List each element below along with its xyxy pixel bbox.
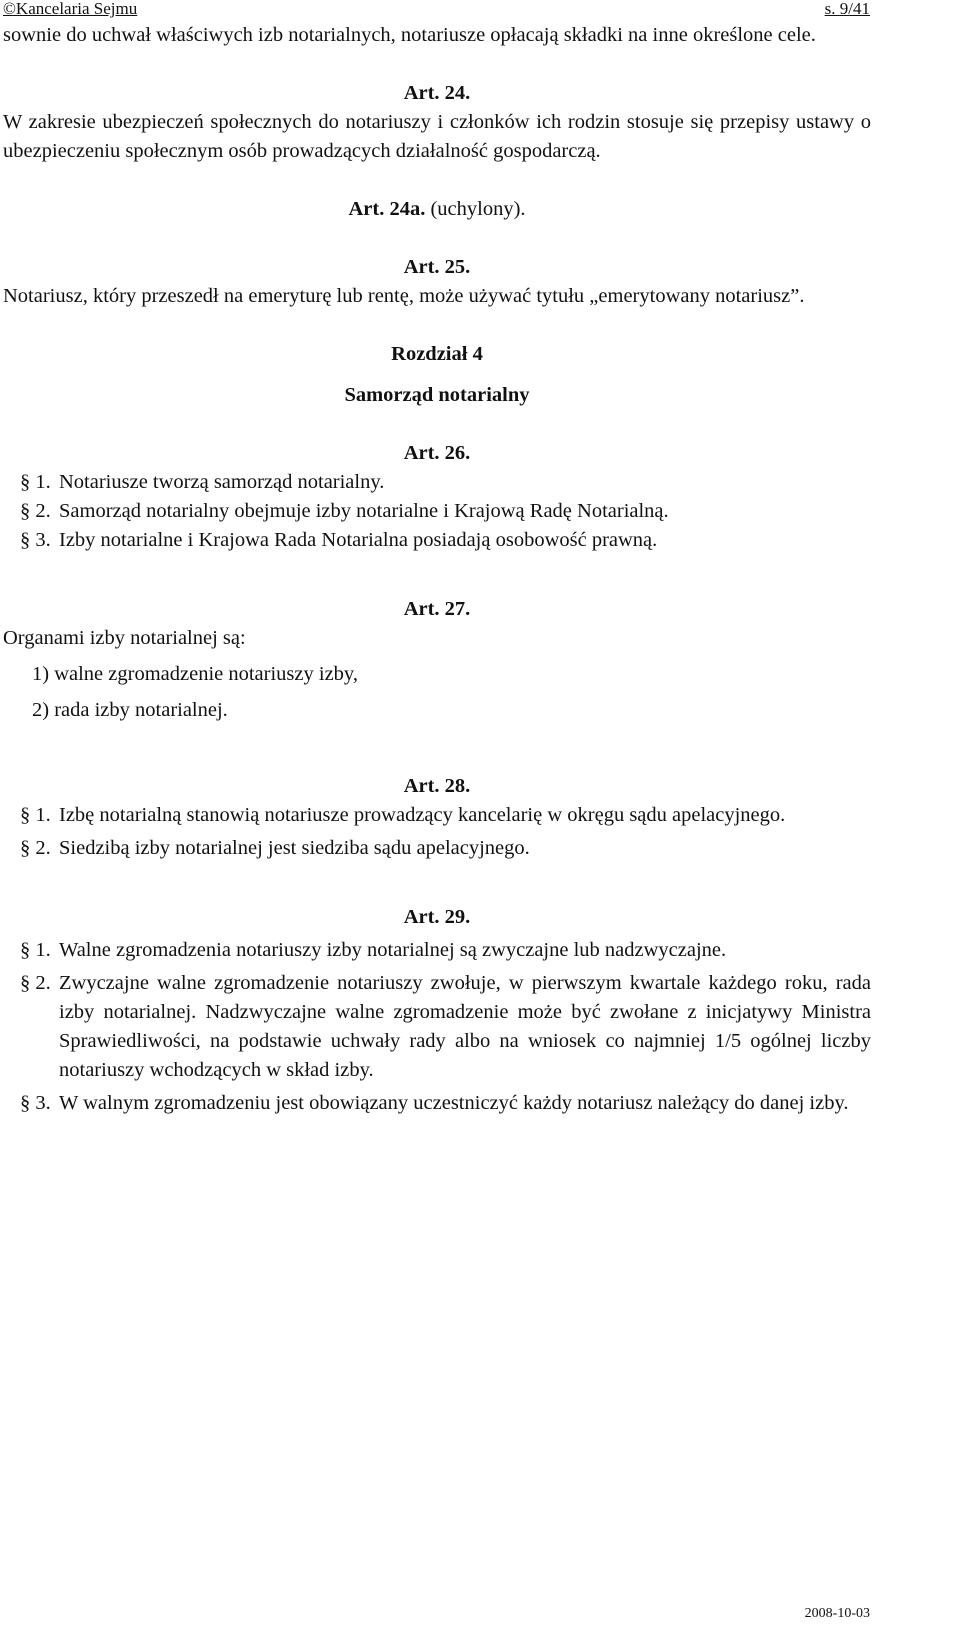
article-25-heading: Art. 25. bbox=[403, 256, 471, 278]
article-24a-heading: Art. 24a. (uchylony). bbox=[348, 198, 526, 220]
article-26-heading: Art. 26. bbox=[403, 442, 471, 464]
article-29-section-1: § 1. Walne zgromadzenia notariuszy izby notarialnej są zwyczajne lub nadzwyczajne. bbox=[20, 939, 727, 961]
article-29-section-2: § 2. Zwyczajne walne zgromadzenie notariuszy zwołuje, w pierwszym kwartale każdego roku, rada izby notarialnej. Nadzwyczajne walne zgromadzenie może być zwołane z inicjatywy Ministra Sprawiedliwości, na podstawie uchwały rady albo na wniosek co najmniej 1/5 ogólnej liczby notariuszy wchodzących w skład izby. bbox=[20, 972, 871, 1081]
article-24a-text: (uchylony). bbox=[425, 198, 526, 220]
article-27-item-2: 2) rada izby notarialnej. bbox=[32, 699, 228, 721]
footer-date: 2008-10-03 bbox=[804, 1606, 870, 1621]
header-source: ©Kancelaria Sejmu bbox=[3, 0, 138, 18]
article-27-item-1: 1) walne zgromadzenie notariuszy izby, bbox=[32, 663, 358, 685]
article-27-heading: Art. 27. bbox=[403, 598, 471, 620]
page-header bbox=[0, 0, 960, 20]
chapter-number: Rozdział 4 bbox=[391, 343, 483, 365]
article-24-heading: Art. 24. bbox=[403, 82, 471, 104]
article-26-section-3: § 3. Izby notarialne i Krajowa Rada Notarialna posiadają osobowość prawną. bbox=[20, 529, 658, 551]
article-28-section-1: § 1. Izbę notarialną stanowią notariusze prowadzący kancelarię w okręgu sądu apelacyjnego. bbox=[20, 804, 786, 826]
article-26-section-1: § 1. Notariusze tworzą samorząd notarialny. bbox=[20, 471, 385, 493]
article-27-intro: Organami izby notarialnej są: bbox=[3, 627, 246, 649]
article-26-section-2: § 2. Samorząd notarialny obejmuje izby notarialne i Krajową Radę Notarialną. bbox=[20, 500, 669, 522]
article-28-section-2: § 2. Siedzibą izby notarialnej jest siedziba sądu apelacyjnego. bbox=[20, 837, 530, 859]
header-page-number: s. 9/41 bbox=[824, 0, 870, 18]
chapter-title: Samorząd notarialny bbox=[344, 384, 530, 406]
intro-paragraph: sownie do uchwał właściwych izb notarialnych, notariusze opłacają składki na inne określone cele. bbox=[3, 24, 816, 46]
article-29-heading: Art. 29. bbox=[403, 906, 471, 928]
article-24-text: W zakresie ubezpieczeń społecznych do notariuszy i członków ich rodzin stosuje się przepisy ustawy o ubezpieczeniu społecznym osób prowadzących działalność gospodarczą. bbox=[3, 111, 871, 162]
article-25-text: Notariusz, który przeszedł na emeryturę lub rentę, może używać tytułu „emerytowany notariusz”. bbox=[3, 285, 805, 307]
article-28-heading: Art. 28. bbox=[403, 775, 471, 797]
article-29-section-3: § 3. W walnym zgromadzeniu jest obowiązany uczestniczyć każdy notariusz należący do danej izby. bbox=[20, 1092, 849, 1114]
document-body bbox=[3, 21, 871, 1118]
